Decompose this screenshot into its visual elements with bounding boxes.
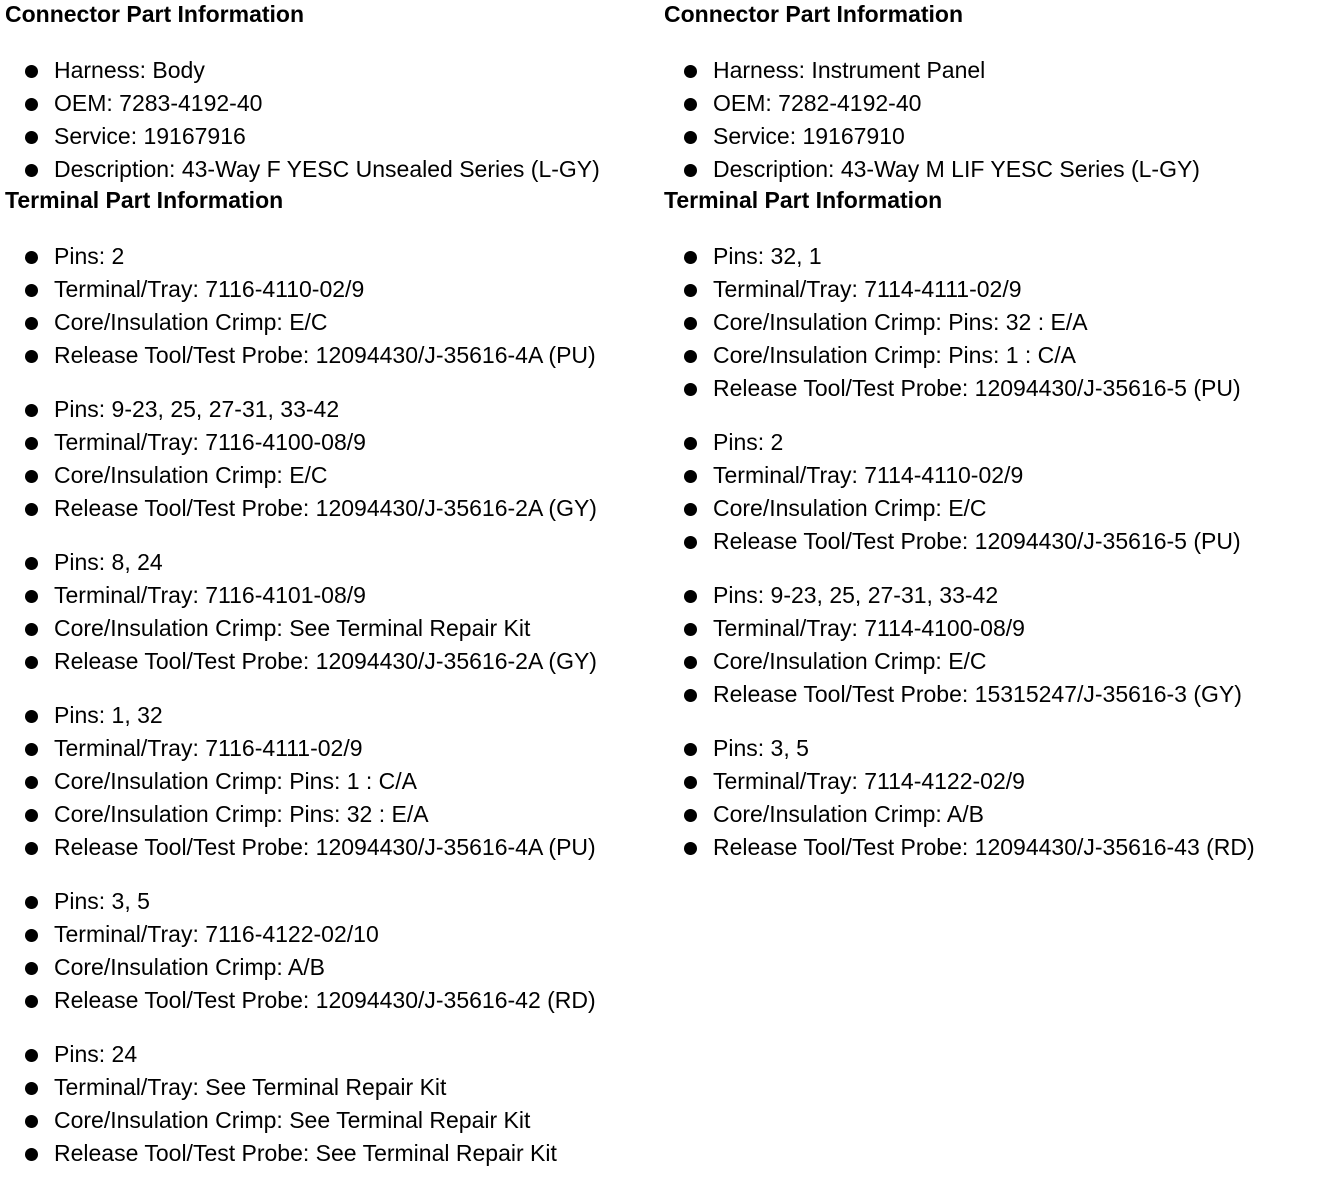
list-item: Core/Insulation Crimp: E/C: [664, 492, 1324, 525]
left-connector-heading: Connector Part Information: [5, 1, 305, 27]
list-item: Core/Insulation Crimp: E/C: [5, 306, 655, 339]
list-item: Release Tool/Test Probe: 12094430/J-35616-5 (PU): [664, 372, 1324, 405]
left-terminal-group-6: [5, 1038, 655, 1170]
list-item: Pins: 3, 5: [5, 885, 655, 918]
list-item: Pins: 9-23, 25, 27-31, 33-42: [5, 393, 655, 426]
list-item: Service: 19167910: [664, 120, 1324, 153]
list-item: Core/Insulation Crimp: Pins: 32 : E/A: [5, 798, 655, 831]
list-item: Terminal/Tray: 7116-4110-02/9: [5, 273, 655, 306]
list-item: Release Tool/Test Probe: 12094430/J-35616-42 (RD): [5, 984, 655, 1017]
left-terminal-group-3: [5, 546, 655, 678]
right-connector-list: [664, 54, 1324, 186]
left-terminal-group-1: [5, 240, 655, 372]
list-item: Pins: 8, 24: [5, 546, 655, 579]
left-terminal-group-4: [5, 699, 655, 864]
list-item: Core/Insulation Crimp: See Terminal Repair Kit: [5, 612, 655, 645]
left-terminal-group-2: [5, 393, 655, 525]
list-item: OEM: 7282-4192-40: [664, 87, 1324, 120]
list-item: Terminal/Tray: 7116-4100-08/9: [5, 426, 655, 459]
list-item: Pins: 32, 1: [664, 240, 1324, 273]
list-item: Core/Insulation Crimp: Pins: 1 : C/A: [5, 765, 655, 798]
list-item: Release Tool/Test Probe: See Terminal Repair Kit: [5, 1137, 655, 1170]
list-item: Service: 19167916: [5, 120, 655, 153]
right-terminal-heading: Terminal Part Information: [664, 187, 943, 213]
list-item: Release Tool/Test Probe: 12094430/J-35616-5 (PU): [664, 525, 1324, 558]
list-item: Pins: 3, 5: [664, 732, 1324, 765]
list-item: Harness: Instrument Panel: [664, 54, 1324, 87]
list-item: Release Tool/Test Probe: 12094430/J-35616-4A (PU): [5, 831, 655, 864]
right-terminal-group-4: [664, 732, 1324, 864]
list-item: Release Tool/Test Probe: 12094430/J-35616-2A (GY): [5, 492, 655, 525]
list-item: Pins: 1, 32: [5, 699, 655, 732]
left-column: [5, 0, 655, 1170]
list-item: Description: 43-Way F YESC Unsealed Series (L-GY): [5, 153, 655, 186]
left-terminal-heading: Terminal Part Information: [5, 187, 284, 213]
list-item: Core/Insulation Crimp: A/B: [5, 951, 655, 984]
list-item: Terminal/Tray: 7116-4101-08/9: [5, 579, 655, 612]
left-connector-list: [5, 54, 655, 186]
right-terminal-group-1: [664, 240, 1324, 405]
list-item: Core/Insulation Crimp: E/C: [664, 645, 1324, 678]
list-item: Terminal/Tray: See Terminal Repair Kit: [5, 1071, 655, 1104]
right-terminal-group-3: [664, 579, 1324, 711]
right-column: [664, 0, 1324, 864]
list-item: Core/Insulation Crimp: See Terminal Repair Kit: [5, 1104, 655, 1137]
list-item: Terminal/Tray: 7116-4111-02/9: [5, 732, 655, 765]
list-item: Terminal/Tray: 7114-4100-08/9: [664, 612, 1324, 645]
right-connector-heading: Connector Part Information: [664, 1, 964, 27]
list-item: Harness: Body: [5, 54, 655, 87]
list-item: Terminal/Tray: 7114-4111-02/9: [664, 273, 1324, 306]
list-item: Description: 43-Way M LIF YESC Series (L-GY): [664, 153, 1324, 186]
list-item: Release Tool/Test Probe: 12094430/J-35616-4A (PU): [5, 339, 655, 372]
list-item: Core/Insulation Crimp: A/B: [664, 798, 1324, 831]
list-item: Release Tool/Test Probe: 12094430/J-35616-43 (RD): [664, 831, 1324, 864]
list-item: Terminal/Tray: 7114-4110-02/9: [664, 459, 1324, 492]
list-item: Pins: 24: [5, 1038, 655, 1071]
list-item: Release Tool/Test Probe: 12094430/J-35616-2A (GY): [5, 645, 655, 678]
list-item: Pins: 9-23, 25, 27-31, 33-42: [664, 579, 1324, 612]
list-item: Release Tool/Test Probe: 15315247/J-35616-3 (GY): [664, 678, 1324, 711]
list-item: Terminal/Tray: 7116-4122-02/10: [5, 918, 655, 951]
list-item: OEM: 7283-4192-40: [5, 87, 655, 120]
list-item: Pins: 2: [664, 426, 1324, 459]
list-item: Pins: 2: [5, 240, 655, 273]
list-item: Core/Insulation Crimp: E/C: [5, 459, 655, 492]
list-item: Terminal/Tray: 7114-4122-02/9: [664, 765, 1324, 798]
list-item: Core/Insulation Crimp: Pins: 1 : C/A: [664, 339, 1324, 372]
list-item: Core/Insulation Crimp: Pins: 32 : E/A: [664, 306, 1324, 339]
right-terminal-group-2: [664, 426, 1324, 558]
left-terminal-group-5: [5, 885, 655, 1017]
